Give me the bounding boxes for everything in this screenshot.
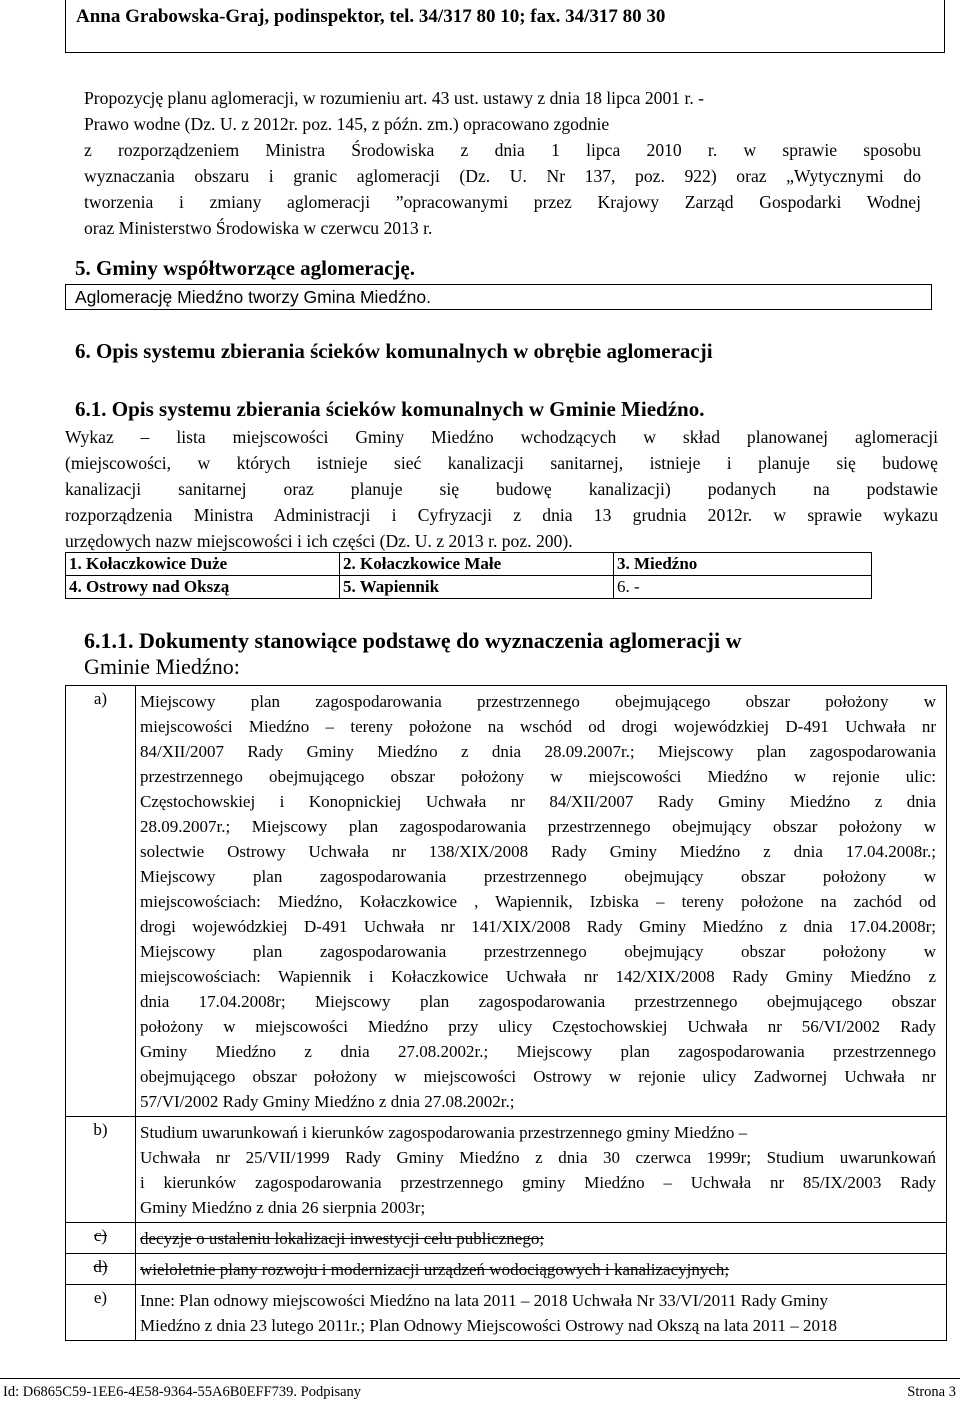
header-contact: Anna Grabowska-Graj, podinspektor, tel. 34/317 80 10; fax. 34/317 80 30 bbox=[76, 6, 666, 27]
doc-line: położony w miejscowości Miedźno przy ulicy Częstochowskiej Uchwała nr 56/VI/2002 Rady bbox=[140, 1017, 936, 1036]
doc-line: drogi wojewódzkiej D-491 Uchwała nr 141/XIX/2008 Rady Gminy Miedźno z dnia 17.04.2008r; bbox=[140, 917, 936, 936]
doc-line: miejscowości Miedźno – tereny położone na wschód od drogi wojewódzkiej D-491 Uchwała nr bbox=[140, 717, 936, 736]
section-5-text: Aglomerację Miedźno tworzy Gmina Miedźno. bbox=[65, 284, 932, 310]
section-61-heading: 6.1. Opis systemu zbierania ścieków komunalnych w Gminie Miedźno. bbox=[75, 397, 705, 421]
table-row bbox=[66, 553, 872, 576]
intro-line: wyznaczania obszaru i granic aglomeracji (Dz. U. Nr 137, poz. 922) oraz „Wytycznymi do bbox=[84, 166, 921, 186]
locality-cell: 6. - bbox=[614, 576, 872, 599]
locality-cell: 2. Kołaczkowice Małe bbox=[340, 553, 614, 576]
doc-line: Studium uwarunkowań i kierunków zagospodarowania przestrzennego gminy Miedźno – bbox=[140, 1123, 748, 1142]
intro-line: z rozporządzeniem Ministra Środowiska z dnia 1 lipca 2010 r. w sprawie sposobu bbox=[84, 140, 921, 160]
doc-body bbox=[136, 1223, 947, 1254]
doc-line: Miejscowy plan zagospodarowania przestrzennego obejmującego obszar położony w bbox=[140, 692, 936, 711]
doc-body bbox=[136, 686, 947, 1117]
doc-body bbox=[136, 1117, 947, 1223]
doc-line: obejmującego obszar położony w miejscowości Ostrowy w rejonie ulicy Zadwornej Uchwała nr bbox=[140, 1067, 936, 1086]
section-61-paragraph bbox=[65, 424, 938, 554]
intro-line: tworzenia i zmiany aglomeracji ”opracowanymi przez Krajowy Zarząd Gospodarki Wodnej bbox=[84, 192, 921, 212]
doc-line: Miejscowy plan zagospodarowania przestrzennego obejmujący obszar położony w bbox=[140, 867, 936, 886]
localities-table bbox=[65, 552, 872, 599]
intro-line: Prawo wodne (Dz. U. z 2012r. poz. 145, z późn. zm.) opracowano zgodnie bbox=[84, 114, 610, 134]
doc-line: Gminy Miedźno z dnia 27.08.2002r.; Miejscowy plan zagospodarowania przestrzennego bbox=[140, 1042, 936, 1061]
doc-label: a) bbox=[66, 686, 136, 1117]
footer-document-id: Id: D6865C59-1EE6-4E58-9364-55A6B0EFF739. Podpisany bbox=[3, 1384, 362, 1400]
intro-line: Propozycję planu aglomeracji, w rozumieniu art. 43 ust. ustawy z dnia 18 lipca 2001 r. - bbox=[84, 88, 705, 108]
section-61-line: rozporządzenia Ministra Administracji i Cyfryzacji z dnia 13 grudnia 2012r. w sprawie wykazu bbox=[65, 505, 938, 525]
footer-divider bbox=[0, 1378, 960, 1379]
doc-line: dnia 17.04.2008r; Miejscowy plan zagospodarowania przestrzennego obejmującego obszar bbox=[140, 992, 936, 1011]
doc-line: Gminy Miedźno z dnia 26 sierpnia 2003r; bbox=[140, 1198, 426, 1217]
doc-line: Uchwała nr 25/VII/1999 Rady Gminy Miedźno z dnia 30 czerwca 1999r; Studium uwarunkowań bbox=[140, 1148, 936, 1167]
section-61-line: urzędowych nazw miejscowości i ich części (Dz. U. z 2013 r. poz. 200). bbox=[65, 531, 573, 551]
section-61-line: (miejscowości, w których istnieje sieć kanalizacji sanitarnej, istnieje i planuje się budowę bbox=[65, 453, 938, 473]
doc-line: Miedźno z dnia 23 lutego 2011r.; Plan Odnowy Miejscowości Ostrowy nad Okszą na lata 2011 – 2018 bbox=[140, 1316, 838, 1335]
doc-line: wieloletnie plany rozwoju i modernizacji urządzeń wodociągowych i kanalizacyjnych; bbox=[140, 1260, 730, 1279]
doc-body bbox=[136, 1254, 947, 1285]
doc-label: d) bbox=[66, 1254, 136, 1285]
doc-line: Inne: Plan odnowy miejscowości Miedźno na lata 2011 – 2018 Uchwała Nr 33/VI/2011 Rady Gminy bbox=[140, 1291, 829, 1310]
doc-line: 28.09.2007r.; Miejscowy plan zagospodarowania przestrzennego obejmujący obszar położony w bbox=[140, 817, 936, 836]
doc-line: solectwie Ostrowy Uchwała nr 138/XIX/2008 Rady Gminy Miedźno z dnia 17.04.2008r.; bbox=[140, 842, 936, 861]
table-row bbox=[66, 1117, 947, 1223]
doc-label: c) bbox=[66, 1223, 136, 1254]
table-row bbox=[66, 576, 872, 599]
locality-cell: 4. Ostrowy nad Okszą bbox=[66, 576, 340, 599]
section-61-line: kanalizacji sanitarnej oraz planuje się budowę kanalizacji) podanych na podstawie bbox=[65, 479, 938, 499]
doc-label: e) bbox=[66, 1285, 136, 1341]
locality-cell: 3. Miedźno bbox=[614, 553, 872, 576]
doc-line: i kierunków zagospodarowania przestrzennego gminy Miedźno – Uchwała nr 85/IX/2003 Rady bbox=[140, 1173, 936, 1192]
table-row bbox=[66, 686, 947, 1117]
intro-paragraph bbox=[84, 85, 921, 241]
section-611-heading: 6.1.1. Dokumenty stanowiące podstawę do wyznaczenia aglomeracji w bbox=[84, 628, 742, 653]
doc-line: miejscowościach: Wapiennik i Kołaczkowice Uchwała nr 142/XIX/2008 Rady Gminy Miedźno z bbox=[140, 967, 936, 986]
intro-line: oraz Ministerstwo Środowiska w czerwcu 2013 r. bbox=[84, 218, 433, 238]
doc-line: miejscowościach: Miedźno, Kołaczkowice , Wapiennik, Izbiska – tereny położone na zachód od bbox=[140, 892, 936, 911]
doc-line: Częstochowskiej i Konopnickiej Uchwała nr 84/XII/2007 Rady Gminy Miedźno z dnia bbox=[140, 792, 936, 811]
doc-line: 57/VI/2002 Rady Gminy Miedźno z dnia 27.08.2002r.; bbox=[140, 1092, 515, 1111]
doc-body bbox=[136, 1285, 947, 1341]
doc-line: Miejscowy plan zagospodarowania przestrzennego obejmujący obszar położony w bbox=[140, 942, 936, 961]
section-5-heading: 5. Gminy współtworzące aglomerację. bbox=[75, 256, 415, 280]
locality-cell: 1. Kołaczkowice Duże bbox=[66, 553, 340, 576]
section-611-heading-cont: Gminie Miedźno: bbox=[84, 654, 240, 679]
locality-cell: 5. Wapiennik bbox=[340, 576, 614, 599]
table-row bbox=[66, 1285, 947, 1341]
doc-line: przestrzennego obejmującego obszar położony w miejscowości Miedźno w rejonie ulic: bbox=[140, 767, 936, 786]
doc-label: b) bbox=[66, 1117, 136, 1223]
doc-line: decyzje o ustaleniu lokalizacji inwestycji celu publicznego; bbox=[140, 1229, 545, 1248]
table-row bbox=[66, 1254, 947, 1285]
section-6-heading: 6. Opis systemu zbierania ścieków komunalnych w obrębie aglomeracji bbox=[75, 339, 713, 363]
footer-page-number: Strona 3 bbox=[907, 1384, 956, 1400]
table-row bbox=[66, 1223, 947, 1254]
header-box bbox=[65, 0, 945, 53]
documents-table bbox=[65, 685, 947, 1341]
doc-line: 84/XII/2007 Rady Gminy Miedźno z dnia 28.09.2007r.; Miejscowy plan zagospodarowania bbox=[140, 742, 936, 761]
section-61-line: Wykaz – lista miejscowości Gminy Miedźno wchodzących w skład planowanej aglomeracji bbox=[65, 427, 938, 447]
